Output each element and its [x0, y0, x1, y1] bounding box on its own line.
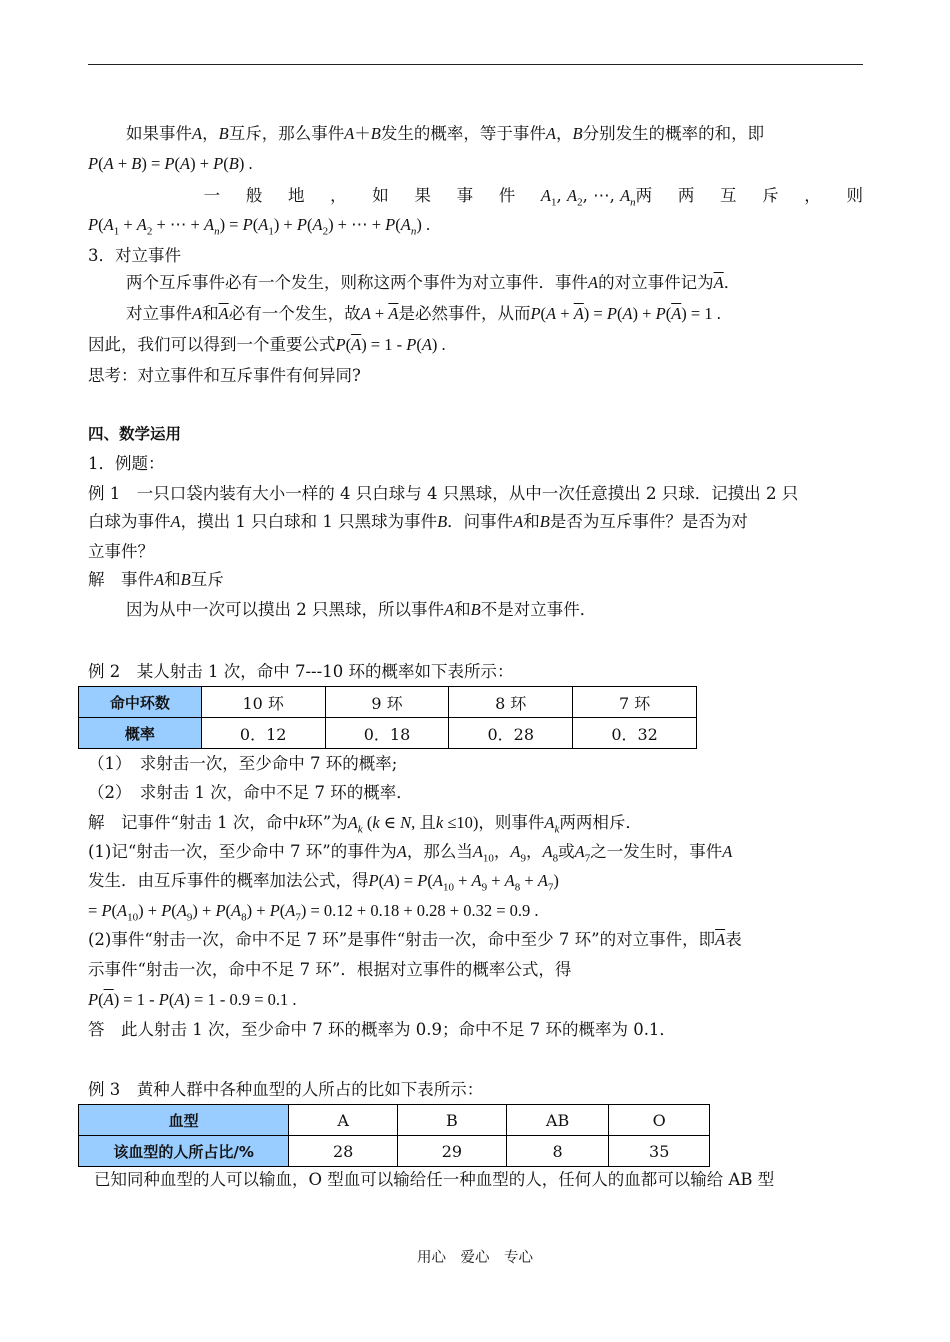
ex3-cell: O	[609, 1105, 710, 1136]
ex2-cell: 0．12	[201, 718, 325, 749]
ex1-solution-reason: 因为从中一次可以摸出 2 只黑球，所以事件A和B不是对立事件．	[126, 600, 597, 619]
section4-sub: 1．例题：	[88, 454, 165, 473]
ex2-p5: 示事件“射击一次，命中不足 7 环”．根据对立事件的概率公式，得	[88, 960, 572, 979]
intro-line-1: 如果事件A，B互斥，那么事件A＋B发生的概率，等于事件A，B分别发生的概率的和，即	[126, 124, 765, 143]
ex3-last-line: 已知同种血型的人可以输血，O 型血可以输给任一种血型的人，任何人的血都可以输给 AB 型	[94, 1170, 775, 1189]
ex2-cell: 9 环	[325, 687, 449, 718]
ex2-cell: 7 环	[573, 687, 697, 718]
ex2-p4: (2)事件“射击一次，命中不足 7 环”是事件“射击一次，命中至少 7 环”的对立事件，即$\overline{A}$表	[88, 930, 742, 949]
ex3-cell: A	[289, 1105, 398, 1136]
section3-think: 思考：对立事件和互斥事件有何异同?	[88, 366, 361, 385]
ex2-solution-intro: 解 记事件“射击 1 次，命中k环”为$A_k$ (k ∈ N, 且k ≤10)，则事件$A_k$两两相斥．	[88, 813, 642, 836]
ex2-p6: $P(\overline{A}) = 1 - P(A) = 1 - 0.9 = 0.1$ .	[88, 990, 297, 1009]
ex3-cell: 35	[609, 1136, 710, 1167]
ex2-cell: 10 环	[201, 687, 325, 718]
ex3-row-header-pct: 该血型的人所占比/%	[79, 1136, 289, 1167]
intro-spread-line: 一 般 地 ， 如 果 事 件 $A_1$, $A_2$, ⋯, $A_n$两 两 互 斥 ， 则	[203, 186, 863, 209]
table-row	[79, 718, 697, 749]
section3-p2: 对立事件A和$\overline{A}$必有一个发生，故$A + \overline{A}$是必然事件，从而$P(A + \overline{A}) = P(A) + P(\overline{A}) = 1$ .	[126, 304, 721, 323]
section3-p3: 因此，我们可以得到一个重要公式$P(\overline{A}) = 1 - P(A)$ .	[88, 335, 446, 354]
ex2-table	[78, 686, 697, 749]
ex2-p2: 发生．由互斥事件的概率加法公式，得$P(A) = P(A_{10} + A_9 + A_8 + A_7)$	[88, 871, 559, 894]
ex1-line-1: 例 1 一只口袋内装有大小一样的 4 只白球与 4 只黑球，从中一次任意摸出 2 只球．记摸出 2 只	[88, 484, 799, 503]
ex3-cell: AB	[506, 1105, 609, 1136]
ex2-intro: 例 2 某人射击 1 次，命中 7---10 环的概率如下表所示：	[88, 662, 514, 681]
table-row	[79, 687, 697, 718]
intro-formula-2: $P(A_1 + A_2$ + ⋯ + $A_n) = P(A_1) + P(A_2)$ + ⋯ + $P(A_n)$ .	[88, 215, 431, 238]
page-footer: 用心 爱心 专心	[417, 1250, 533, 1266]
section3-p1: 两个互斥事件必有一个发生，则称这两个事件为对立事件．事件A的对立事件记为$\overline{A}$．	[126, 273, 741, 292]
ex2-p3-sum: = $P(A_{10}) + P(A_9) + P(A_8) + P(A_7) = 0.12 + 0.18 + 0.28 + 0.32 = 0.9$ .	[88, 901, 539, 924]
table-row	[79, 1105, 710, 1136]
ex1-line-2: 白球为事件A，摸出 1 只白球和 1 只黑球为事件B．问事件A和B是否为互斥事件？是否为对	[88, 512, 748, 531]
header-rule	[88, 64, 863, 65]
ex2-cell: 0．18	[325, 718, 449, 749]
ex2-cell: 0．28	[449, 718, 573, 749]
ex3-table	[78, 1104, 710, 1167]
ex3-cell: B	[398, 1105, 507, 1136]
ex2-row-header-prob: 概率	[79, 718, 202, 749]
section3-heading: 3．对立事件	[88, 246, 181, 265]
ex1-solution: 解 事件A和B互斥	[88, 570, 224, 589]
ex2-cell: 8 环	[449, 687, 573, 718]
table-row	[79, 1136, 710, 1167]
ex2-row-header-rings: 命中环数	[79, 687, 202, 718]
intro-formula-1: P(A + B) = P(A) + P(B) .	[88, 154, 253, 173]
ex2-cell: 0．32	[573, 718, 697, 749]
ex2-q1: （1） 求射击一次，至少命中 7 环的概率;	[88, 754, 398, 773]
ex3-intro: 例 3 黄种人群中各种血型的人所占的比如下表所示：	[88, 1080, 484, 1099]
ex2-q2: （2） 求射击 1 次，命中不足 7 环的概率．	[88, 783, 413, 802]
ex3-cell: 8	[506, 1136, 609, 1167]
section4-heading: 四、数学运用	[88, 425, 182, 443]
ex1-line-3: 立事件？	[88, 542, 154, 561]
ex2-p1: (1)记“射击一次，至少命中 7 环”的事件为A，那么当$A_{10}$，$A_9$，$A_8$或$A_7$之一发生时，事件A	[88, 842, 733, 865]
ex2-answer: 答 此人射击 1 次，至少命中 7 环的概率为 0.9；命中不足 7 环的概率为 0.1．	[88, 1020, 676, 1039]
ex3-cell: 28	[289, 1136, 398, 1167]
ex3-cell: 29	[398, 1136, 507, 1167]
ex3-row-header-type: 血型	[79, 1105, 289, 1136]
